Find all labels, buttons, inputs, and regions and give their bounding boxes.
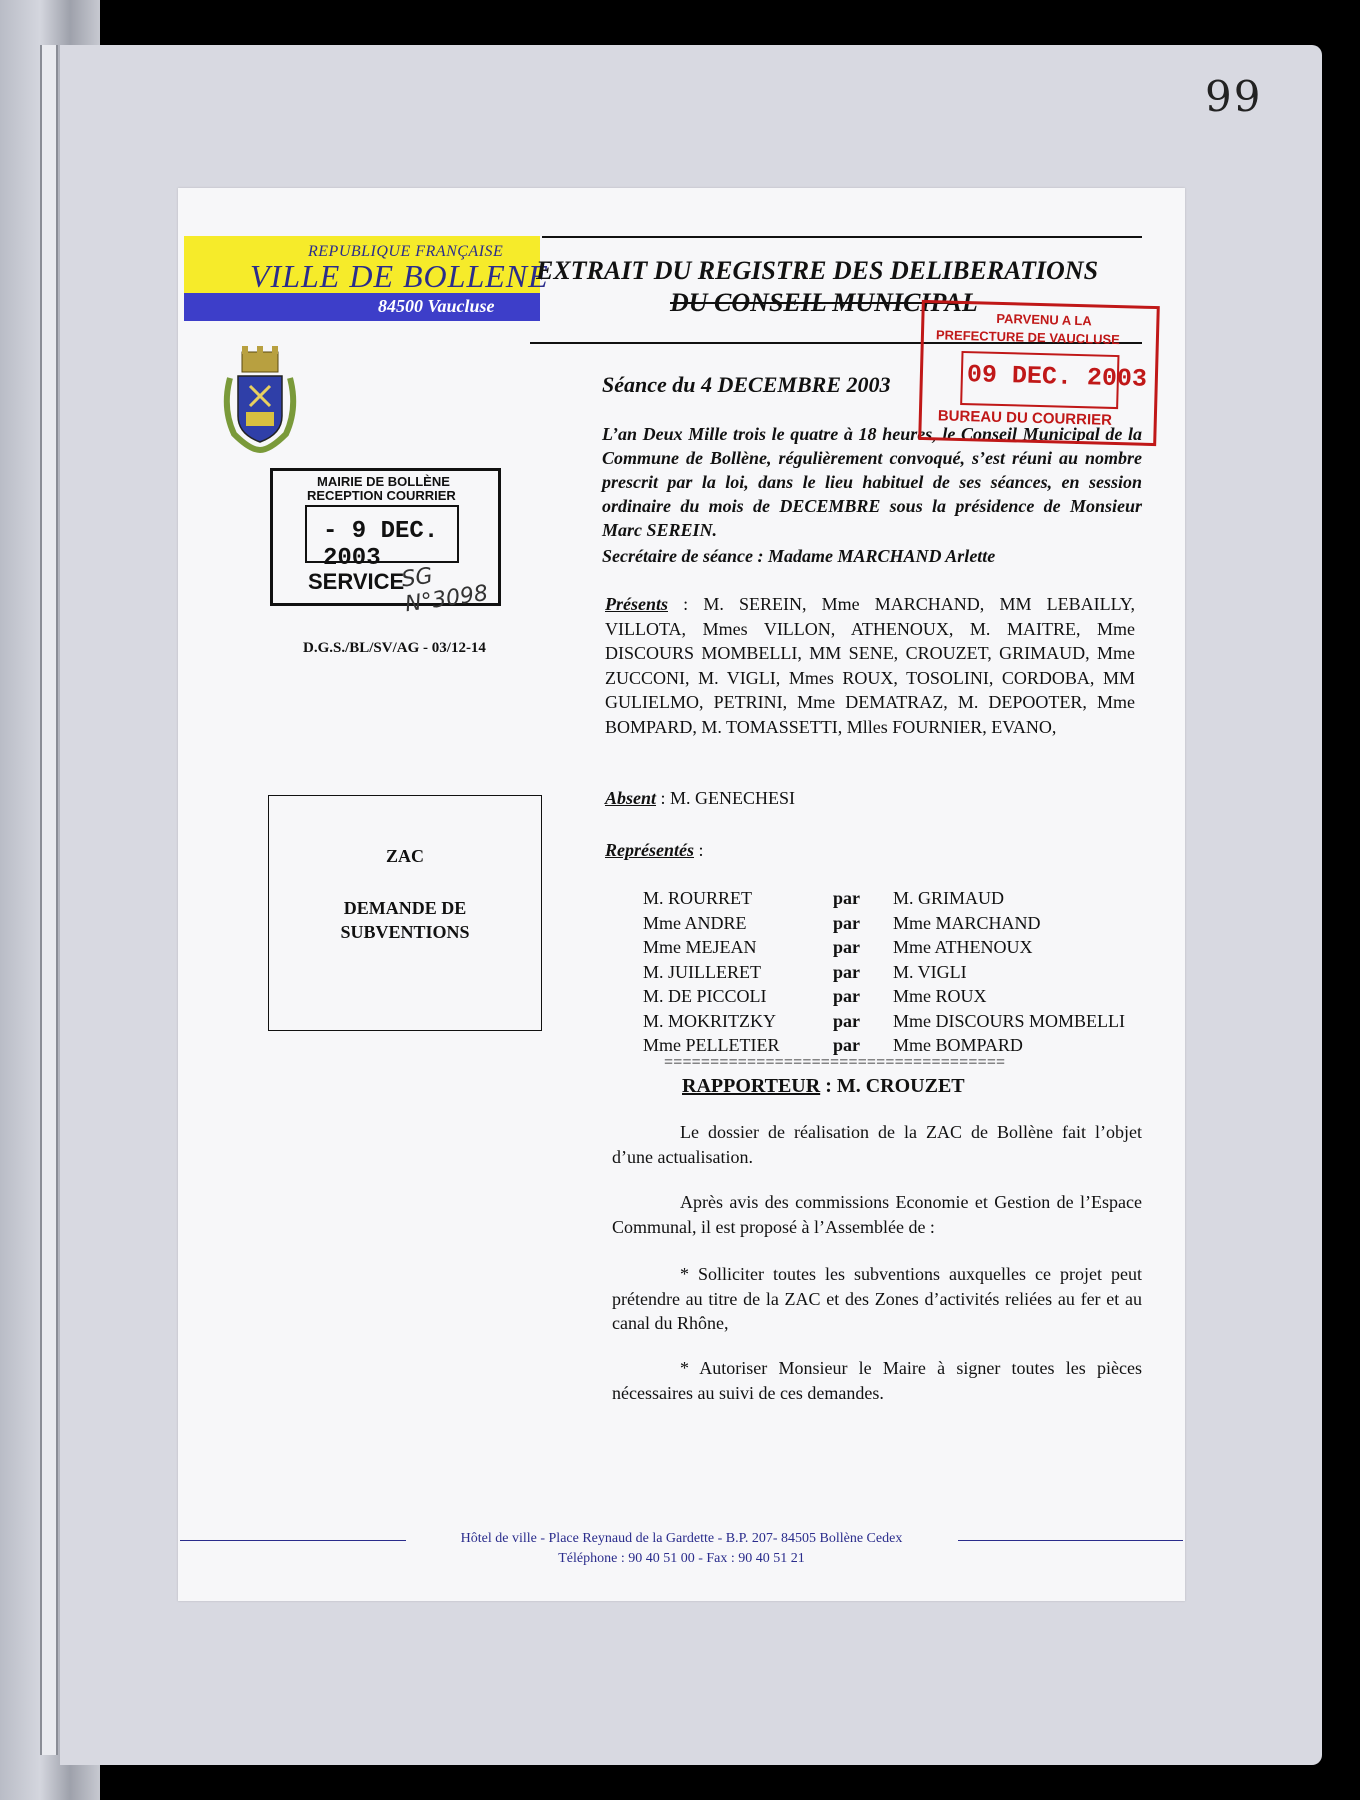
proxy-par: par	[833, 1035, 860, 1055]
rapporteur-line	[682, 1075, 965, 1098]
document-title-line1: EXTRAIT DU REGISTRE DES DELIBERATIONS	[536, 256, 1099, 285]
footer-phone: Téléphone : 90 40 51 00 - Fax : 90 40 51 21	[558, 1551, 805, 1566]
representes-suffix: :	[694, 840, 704, 860]
proxy-par: par	[833, 986, 860, 1006]
proxy-representative: M. VIGLI	[893, 961, 967, 982]
proxy-representative: Mme DISCOURS MOMBELLI	[893, 1010, 1126, 1031]
subject-subtitle-line1: DEMANDE DE	[343, 898, 467, 918]
proxy-row	[643, 960, 1125, 985]
document-title-line2: DU CONSEIL MUNICIPAL	[670, 288, 978, 317]
representes-line	[605, 840, 704, 861]
proxy-member: M. ROURRET	[643, 888, 753, 908]
absent-text: : M. GENECHESI	[656, 788, 796, 808]
proxy-member: M. MOKRITZKY	[643, 1010, 776, 1031]
stamp-pref-line1: PARVENU A LA	[996, 310, 1092, 329]
document-sheet	[178, 188, 1185, 1601]
proxy-par: par	[833, 888, 860, 908]
stamp-mairie-line2: RECEPTION COURRIER	[307, 488, 456, 503]
body-paragraph: * Autoriser Monsieur le Maire à signer toutes les pièces nécessaires au suivi de ces demandes.	[612, 1358, 1142, 1403]
proxy-member: Mme PELLETIER	[643, 1035, 780, 1055]
subject-title: ZAC	[385, 846, 424, 866]
presents-paragraph	[605, 592, 1135, 739]
representes-label: Représentés	[605, 840, 694, 860]
proxy-representative: Mme MARCHAND	[893, 912, 1041, 933]
republique-label: REPUBLIQUE FRANÇAISE	[308, 243, 504, 260]
city-crest-icon	[220, 338, 300, 454]
subject-box	[268, 795, 542, 1031]
proxy-member: M. DE PICCOLI	[643, 986, 767, 1006]
separator-line: =====================================	[664, 1054, 1006, 1071]
proxy-representative: M. GRIMAUD	[893, 888, 1005, 908]
proxy-row	[643, 886, 1125, 911]
seance-date: Séance du 4 DECEMBRE 2003	[602, 372, 891, 397]
stamp-pref-line2: PREFECTURE DE VAUCLUSE	[935, 327, 1121, 348]
body-paragraph: * Solliciter toutes les subventions auxquelles ce projet peut prétendre au titre de la ZAC et des Zones d’activités reliées au fer et au canal du Rhône,	[612, 1264, 1142, 1333]
subject-subtitle	[269, 896, 541, 944]
stamp-mairie-handwritten: SG N°3098	[399, 563, 490, 618]
rapporteur-label: RAPPORTEUR	[682, 1075, 821, 1097]
proxy-member: Mme ANDRE	[643, 912, 747, 933]
ville-name: VILLE DE BOLLENE	[250, 258, 549, 294]
body-paragraph: Après avis des commissions Economie et Gestion de l’Espace Communal, il est proposé à l’Assemblée de :	[612, 1192, 1142, 1237]
stamp-pref-line3: BUREAU DU COURRIER	[937, 407, 1113, 429]
departement-label: 84500 Vaucluse	[378, 296, 495, 316]
stamp-mairie-line1: MAIRIE DE BOLLÈNE	[317, 474, 450, 489]
absent-line	[605, 788, 795, 809]
presents-label: Présents	[605, 594, 668, 614]
stamp-mairie-date: - 9 DEC. 2003	[323, 518, 439, 572]
header-rule-top	[542, 236, 1142, 238]
proxy-representative: Mme ROUX	[893, 986, 987, 1006]
reference-number: D.G.S./BL/SV/AG - 03/12-14	[303, 640, 486, 656]
proxy-par: par	[833, 937, 860, 957]
secretaire-line: Secrétaire de séance : Madame MARCHAND Arlette	[602, 546, 996, 566]
folio-number: 99	[1205, 72, 1263, 121]
proxy-row	[643, 911, 1125, 936]
mairie-reception-stamp	[270, 468, 501, 618]
intro-paragraph: L’an Deux Mille trois le quatre à 18 heures, le Conseil Municipal de la Commune de Bollène, régulièrement convoqué, s’est réuni au nombre prescrit par la loi, dans le lieu habituel de ses séances, en session ordinaire du mois de DECEMBRE sous la présidence de Monsieur Marc SEREIN.	[602, 424, 1142, 540]
proxy-row	[643, 984, 1125, 1009]
rapporteur-text: : M. CROUZET	[820, 1075, 965, 1097]
footer-address: Hôtel de ville - Place Reynaud de la Gardette - B.P. 207- 84505 Bollène Cedex	[460, 1531, 903, 1546]
proxy-representative: Mme BOMPARD	[893, 1035, 1023, 1055]
prefecture-stamp	[918, 300, 1160, 446]
proxy-row	[643, 1009, 1125, 1034]
stamp-mairie-service: SERVICE	[308, 569, 405, 594]
proxy-member: Mme MEJEAN	[643, 937, 757, 957]
subject-subtitle-line2: SUBVENTIONS	[340, 922, 470, 942]
proxy-representative: Mme ATHENOUX	[893, 937, 1033, 957]
proxy-par: par	[833, 912, 860, 933]
body-paragraph: Le dossier de réalisation de la ZAC de Bollène fait l’objet d’une actualisation.	[612, 1122, 1142, 1167]
absent-label: Absent	[605, 788, 657, 808]
proxy-par: par	[833, 961, 860, 982]
proxy-row	[643, 935, 1125, 960]
proxy-member: M. JUILLERET	[643, 961, 761, 982]
proxy-par: par	[833, 1010, 860, 1031]
stamp-pref-date: 09 DEC. 2003	[966, 360, 1148, 394]
presents-list: : M. SEREIN, Mme MARCHAND, MM LEBAILLY, VILLOTA, Mmes VILLON, ATHENOUX, M. MAITRE, Mme DISCOURS MOMBELLI, MM SENE, CROUZET, GRIMAUD, Mme ZUCCONI, M. VIGLI, Mmes ROUX, TOSOLINI, CORDOBA, MM GULIELMO, PETRINI, Mme DEMATRAZ, M. DEPOOTER, Mme BOMPARD, M. TOMASSETTI, Mlles FOURNIER, EVANO,	[605, 594, 1135, 737]
proxy-table	[643, 886, 1125, 1058]
binder-edge	[40, 45, 58, 1755]
